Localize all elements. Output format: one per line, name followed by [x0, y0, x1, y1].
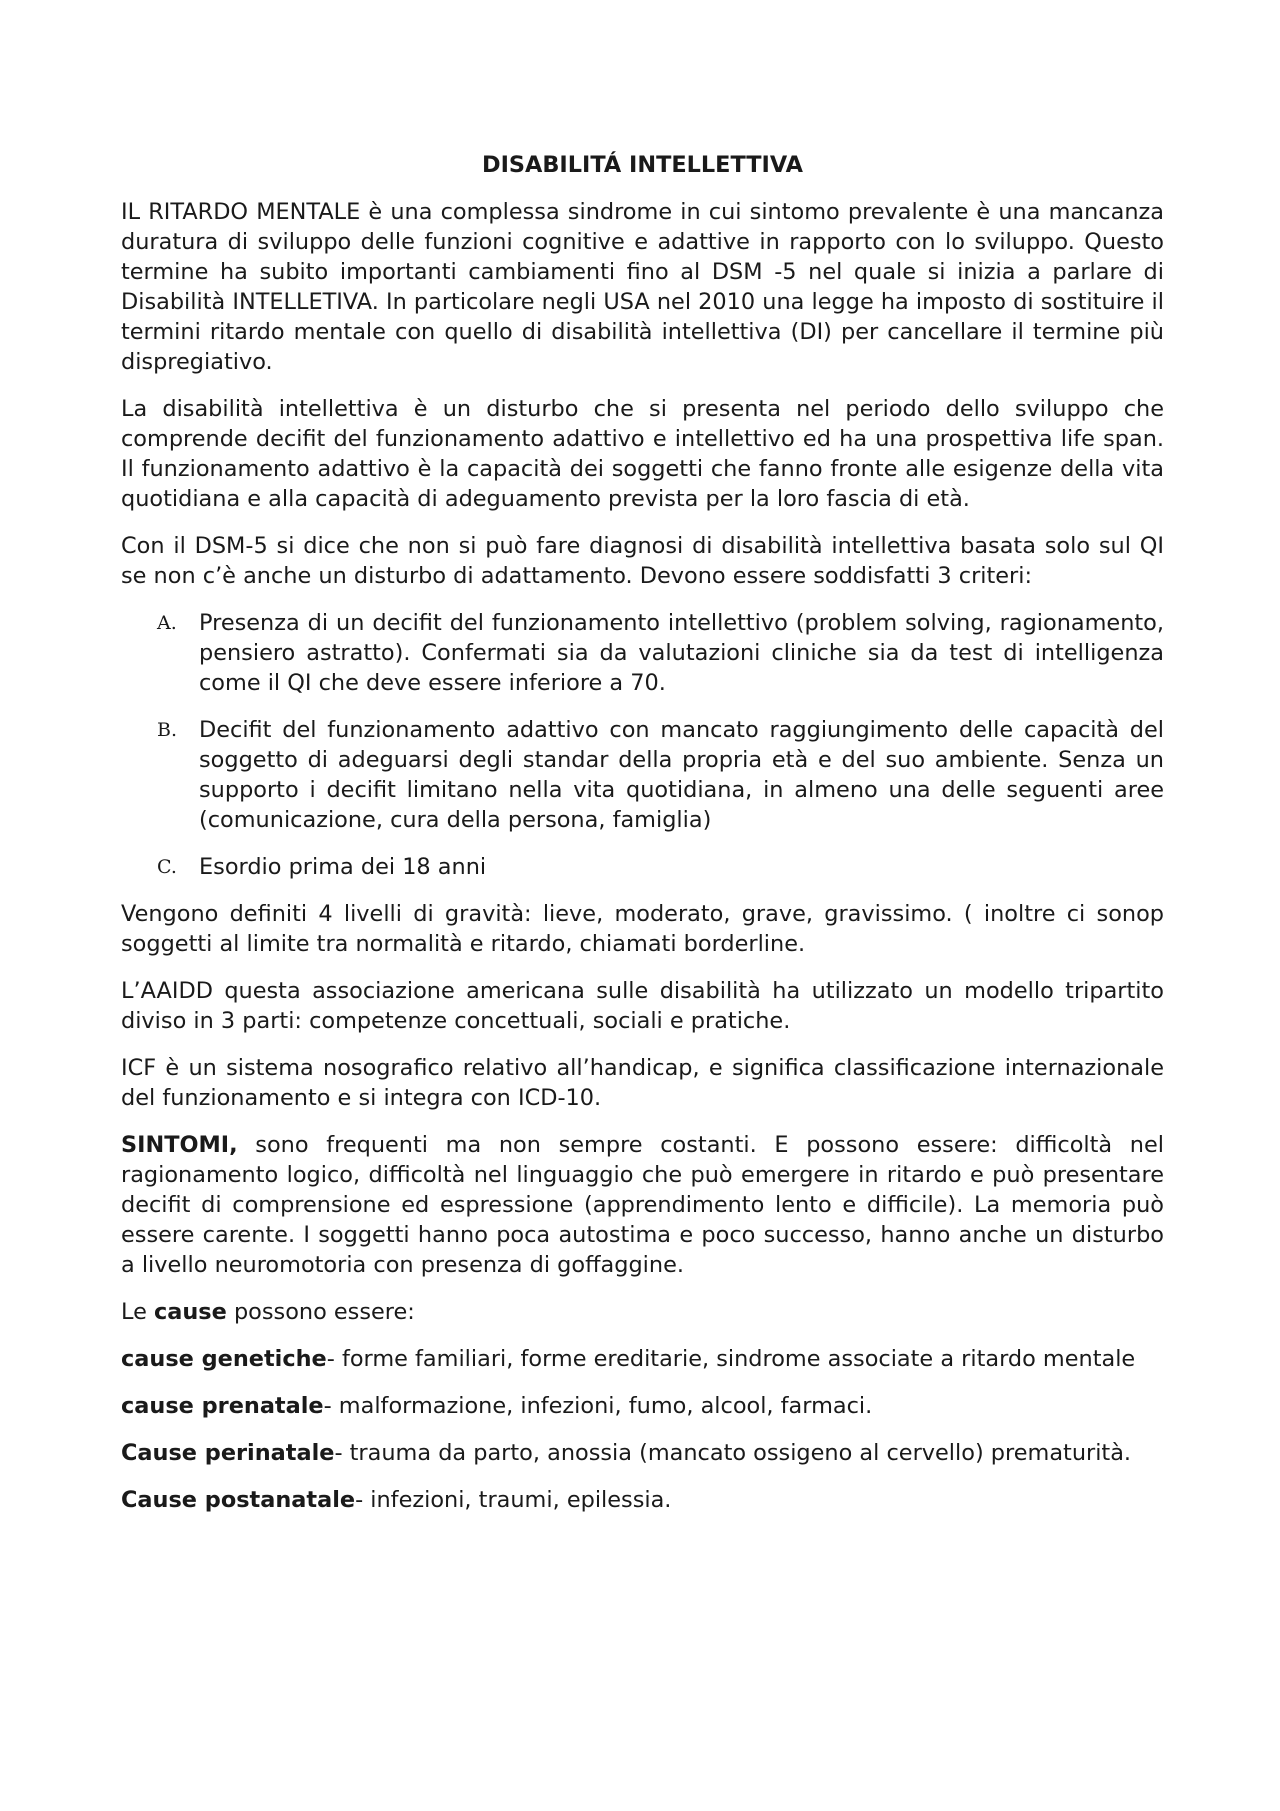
- paragraph-severity-levels: Vengono definiti 4 livelli di gravità: lieve, moderato, grave, gravissimo. ( inoltre ci sonop soggetti al limite tra normalità e ritardo, chiamati borderline.: [121, 901, 1164, 957]
- causes-intro-after: possono essere:: [226, 1299, 415, 1325]
- symptoms-text: sono frequenti ma non sempre costanti. E possono essere: difficoltà nel ragionamento logico, difficoltà nel linguaggio che può emergere in ritardo e può presentare decifit di comprensione ed espressione (apprendimento lento e difficile). La memoria può essere carente. I soggetti hanno poca autostima e poco successo, hanno anche un disturbo a livello neuromotoria con presenza di goffaggine.: [121, 1132, 1164, 1278]
- document-body: [121, 150, 1164, 1532]
- criteria-list: [121, 608, 1164, 882]
- cause-text: - malformazione, infezioni, fumo, alcool, farmaci.: [323, 1393, 873, 1419]
- paragraph-cause-postnatal: [121, 1485, 1164, 1515]
- cause-text: - forme familiari, forme ereditarie, sindrome associate a ritardo mentale: [326, 1346, 1136, 1372]
- cause-label: cause prenatale: [121, 1393, 324, 1419]
- list-marker: C.: [157, 856, 177, 878]
- criteria-text: Decifit del funzionamento adattivo con mancato raggiungimento delle capacità del soggetto di adeguarsi degli standar della propria età e del suo ambiente. Senza un supporto i decifit limitano nella vita quotidiana, in almeno una delle seguenti aree (comunicazione, cura della persona, famiglia): [199, 717, 1164, 833]
- list-marker: B.: [157, 719, 178, 741]
- symptoms-label: SINTOMI,: [121, 1132, 238, 1158]
- paragraph-cause-prenatal: [121, 1391, 1164, 1421]
- paragraph-aaidd: L’AAIDD questa associazione americana sulle disabilità ha utilizzato un modello tripartito diviso in 3 parti: competenze concettuali, sociali e pratiche.: [121, 978, 1164, 1034]
- paragraph-dsm5: Con il DSM-5 si dice che non si può fare diagnosi di disabilità intellettiva basata solo sul QI se non c’è anche un disturbo di adattamento. Devono essere soddisfatti 3 criteri:: [121, 533, 1164, 589]
- criteria-text: Presenza di un decifit del funzionamento intellettivo (problem solving, ragionamento, pensiero astratto). Confermati sia da valutazioni cliniche sia da test di intelligenza come il QI che deve essere inferiore a 70.: [199, 610, 1164, 696]
- criteria-item-a: [121, 608, 1164, 698]
- criteria-item-b: [121, 715, 1164, 835]
- paragraph-icf: ICF è un sistema nosografico relativo all’handicap, e significa classificazione internazionale del funzionamento e si integra con ICD-10.: [121, 1055, 1164, 1111]
- paragraph-definition: La disabilità intellettiva è un disturbo che si presenta nel periodo dello sviluppo che comprende decifit del funzionamento adattivo e intellettivo ed ha una prospettiva life span. Il funzionamento adattivo è la capacità dei soggetti che fanno fronte alle esigenze della vita quotidiana e alla capacità di adeguamento prevista per la loro fascia di età.: [121, 396, 1164, 512]
- criteria-text: Esordio prima dei 18 anni: [199, 854, 487, 880]
- list-marker: A.: [157, 612, 177, 634]
- cause-text: - infezioni, traumi, epilessia.: [355, 1487, 672, 1513]
- cause-text: - trauma da parto, anossia (mancato ossigeno al cervello) prematurità.: [334, 1440, 1132, 1466]
- paragraph-cause-perinatal: [121, 1438, 1164, 1468]
- document-title: DISABILITÁ INTELLETTIVA: [481, 152, 804, 178]
- paragraph-intro: IL RITARDO MENTALE è una complessa sindrome in cui sintomo prevalente è una mancanza duratura di sviluppo delle funzioni cognitive e adattive in rapporto con lo sviluppo. Questo termine ha subito importanti cambiamenti fino al DSM -5 nel quale si inizia a parlare di Disabilità INTELLETIVA. In particolare negli USA nel 2010 una legge ha imposto di sostituire il termini ritardo mentale con quello di disabilità intellettiva (DI) per cancellare il termine più dispregiativo.: [121, 199, 1164, 375]
- paragraph-cause-genetic: [121, 1344, 1164, 1374]
- paragraph-causes-intro: [121, 1297, 1164, 1327]
- criteria-item-c: [121, 852, 1164, 882]
- cause-label: cause genetiche: [121, 1346, 327, 1372]
- cause-label: Cause perinatale: [121, 1440, 335, 1466]
- causes-intro-bold: cause: [153, 1299, 227, 1325]
- causes-intro-before: Le: [121, 1299, 154, 1325]
- paragraph-symptoms: [121, 1130, 1164, 1280]
- cause-label: Cause postanatale: [121, 1487, 356, 1513]
